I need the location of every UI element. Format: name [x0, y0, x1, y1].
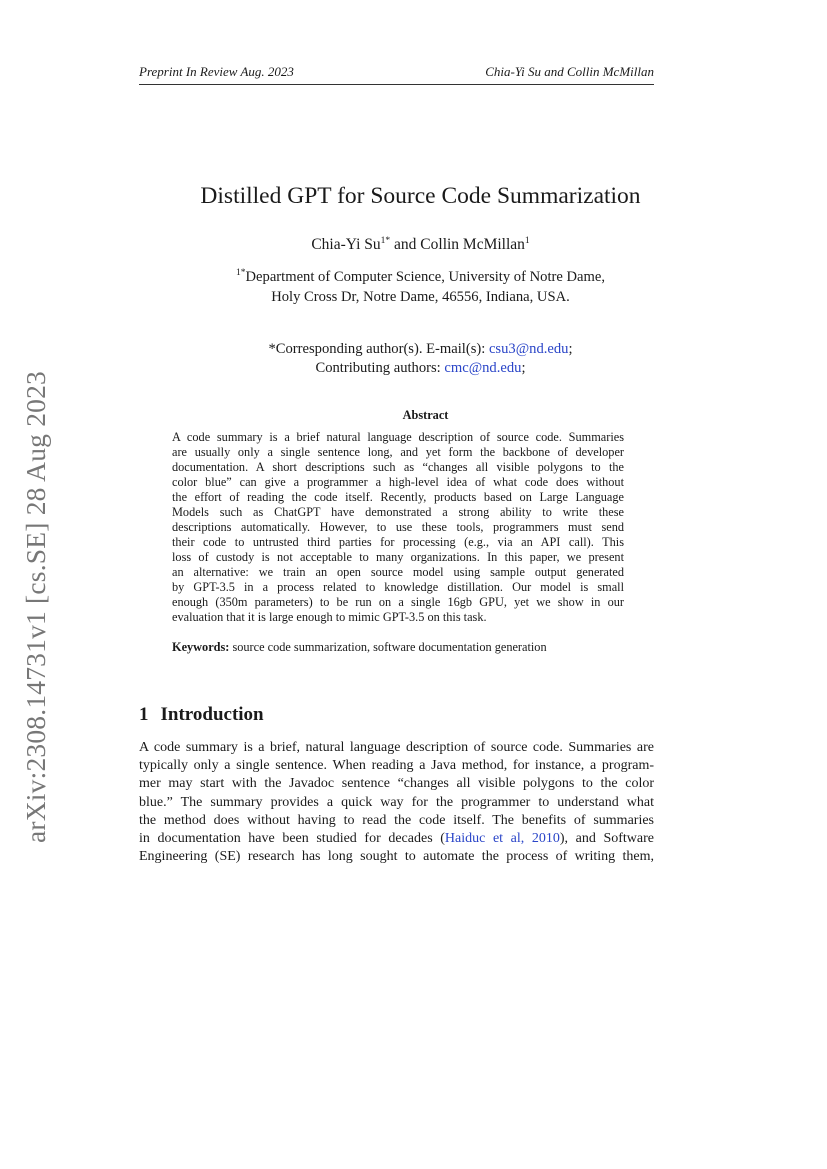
body-line: mer may start with the Javadoc sentence “changes all visible polygons to the color [139, 776, 654, 792]
body-line: Engineering (SE) research has long sought to automate the process of writing them, [139, 849, 654, 865]
affiliation [139, 267, 702, 307]
abstract-body [172, 430, 624, 625]
header-left: Preprint In Review Aug. 2023 [139, 64, 294, 79]
abstract-line: Models such as ChatGPT have demonstrated a strong ability to write these [172, 505, 624, 519]
author-affil-mark: 1 [524, 235, 530, 246]
section-heading [139, 704, 264, 726]
body-line: blue.” The summary provides a quick way for the programmer to understand what [139, 794, 654, 810]
contributing-email-link[interactable]: cmc@nd.edu [444, 359, 522, 376]
abstract-line: are usually only a single sentence long, and yet form the backbone of developer [172, 445, 624, 459]
body-line: the method does without having to read the code itself. The benefits of summaries [139, 812, 654, 828]
introduction-body [139, 739, 654, 866]
author-name: Chia-Yi Su [311, 236, 381, 253]
corresponding-label: *Corresponding author(s). E-mail(s): [268, 341, 489, 357]
section-number: 1 [139, 704, 149, 725]
abstract-heading: Abstract [402, 408, 449, 422]
abstract-line: documentation. A short descriptions such as “changes all visible polygons to the [172, 460, 624, 474]
keywords-text: source code summarization, software documentation generation [229, 640, 547, 654]
running-header [139, 64, 654, 85]
section-title: Introduction [160, 704, 264, 725]
arxiv-identifier: arXiv:2308.14731v1 [cs.SE] 28 Aug 2023 [20, 371, 51, 844]
affiliation-mark: 1* [236, 268, 246, 279]
author-line [139, 236, 702, 254]
arxiv-side-stamp [16, 364, 56, 850]
punctuation: ; [521, 359, 526, 376]
abstract-line: evaluation that it is large enough to mimic GPT-3.5 on this task. [172, 610, 487, 624]
corresponding-email-link[interactable]: csu3@nd.edu [488, 341, 569, 357]
abstract-line: enough (350m parameters) to be run on a single 16gb GPU, yet we show in our [172, 595, 624, 609]
author-name: Collin McMillan [420, 236, 525, 253]
abstract-line: by GPT-3.5 in a process related to knowledge distillation. Our model is small [172, 580, 624, 594]
body-text: in documentation have been studied for decades ( [139, 831, 445, 847]
author-affil-mark: 1* [380, 235, 391, 246]
body-text: ), and Software [559, 831, 654, 847]
abstract-line: an alternative: we train an open source model using sample output generated [172, 565, 624, 579]
author-conjunction: and [390, 236, 421, 253]
keywords-label: Keywords: [172, 640, 230, 654]
abstract-line: loss of custody is not acceptable to many organizations. In this paper, we present [172, 550, 624, 564]
contact-block [139, 340, 702, 377]
paper-title: Distilled GPT for Source Code Summarization [200, 183, 641, 209]
header-right: Chia-Yi Su and Collin McMillan [485, 64, 654, 79]
body-line [139, 830, 654, 848]
punctuation: ; [568, 341, 573, 357]
affiliation-line: Department of Computer Science, University of Notre Dame, [245, 269, 605, 285]
abstract-line: A code summary is a brief natural language description of source code. Summaries [172, 430, 624, 444]
abstract-line: descriptions automatically. However, to use these tools, programmers must send [172, 520, 624, 534]
contributing-label: Contributing authors: [315, 359, 445, 376]
abstract-line: the effort of reading the code itself. Recently, products based on Large Language [172, 490, 624, 504]
affiliation-line: Holy Cross Dr, Notre Dame, 46556, Indiana, USA. [271, 289, 570, 305]
body-line: typically only a single sentence. When reading a Java method, for instance, a program- [139, 758, 654, 774]
abstract-line: color blue” can give a programmer a high-level idea of what code does without [172, 475, 624, 489]
citation-link[interactable]: Haiduc et al, 2010 [444, 831, 560, 847]
abstract-line: their code to untrusted third parties for processing (e.g., via an API call). This [172, 535, 624, 549]
body-line: A code summary is a brief, natural language description of source code. Summaries are [139, 740, 654, 755]
keywords [172, 640, 652, 655]
